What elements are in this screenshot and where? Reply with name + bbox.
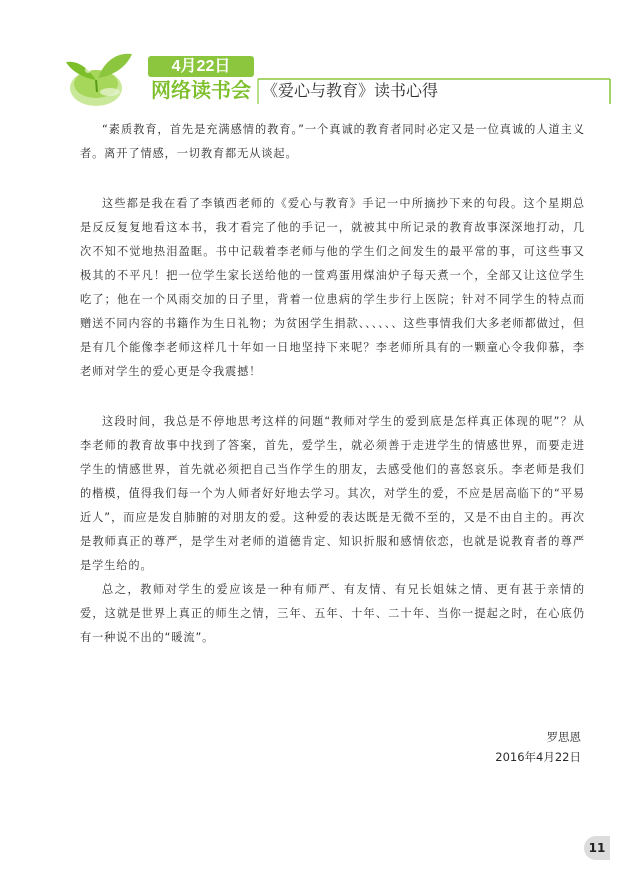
page-title: 《爱心与教育》读书心得 [262, 81, 439, 100]
leaf-sprout-logo-icon [58, 30, 148, 110]
paragraph-spacer [80, 166, 585, 192]
signature-date: 2016年4月22日 [495, 750, 581, 764]
page-header [0, 0, 640, 120]
signature-block [495, 727, 581, 767]
paragraph: 总之，教师对学生的爱应该是一种有师严、有友情、有兄长姐妹之情、更有甚于亲情的爱，这就是世界上真正的师生之情，三年、五年、十年、二十年、当你一提起之时，在心底仍有一种说不出的“暖流”。 [80, 583, 585, 644]
author-name: 罗思恩 [546, 730, 581, 744]
paragraph: 这些都是我在看了李镇西老师的《爱心与教育》手记一中所摘抄下来的句段。这个星期总是反反复复地看这本书，我才看完了他的手记一，就被其中所记录的教育故事深深地打动，几次不知不觉地热泪盈眶。书中记载着李老师与他的学生们之间发生的最平常的事，可这些事又极其的不平凡！把一位学生家长送给他的一筐鸡蛋用煤油炉子每天煮一个，全部又让这位学生吃了；他在一个风雨交加的日子里，背着一位患病的学生步行上医院；针对不同学生的特点而赠送不同内容的书籍作为生日礼物；为贫困学生捐款、、、、、、这些事情我们大多老师都做过，但是有几个能像李老师这样几十年如一日地坚持下来呢？李老师所具有的一颗童心令我仰慕，李老师对学生的爱心更是令我震撼！ [80, 197, 585, 378]
page-number: 11 [584, 836, 610, 860]
reading-club-name: 网络读书会 [151, 78, 251, 102]
article-body [80, 118, 585, 650]
paragraph: 这段时间，我总是不停地思考这样的问题“教师对学生的爱到底是怎样真正体现的呢”？从李老师的教育故事中找到了答案，首先，爱学生，就必须善于走进学生的情感世界，而要走进学生的情感世界，首先就必须把自己当作学生的朋友，去感受他们的喜怒哀乐。李老师是我们的楷模，值得我们每一个为人师者好好地去学习。其次，对学生的爱，不应是居高临下的“平易近人”，而应是发自肺腑的对朋友的爱。这种爱的表达既是无微不至的，又是不由自主的。再次是教师真正的尊严，是学生对老师的道德肯定、知识折服和感情依恋，也就是说教育者的尊严是学生给的。 [80, 415, 585, 572]
paragraph-spacer [80, 384, 585, 410]
date-badge: 4月22日 [148, 56, 254, 77]
paragraph: “素质教育，首先是充满感情的教育。”一个真诚的教育者同时必定又是一位真诚的人道主义者。离开了情感，一切教育都无从谈起。 [80, 123, 585, 160]
